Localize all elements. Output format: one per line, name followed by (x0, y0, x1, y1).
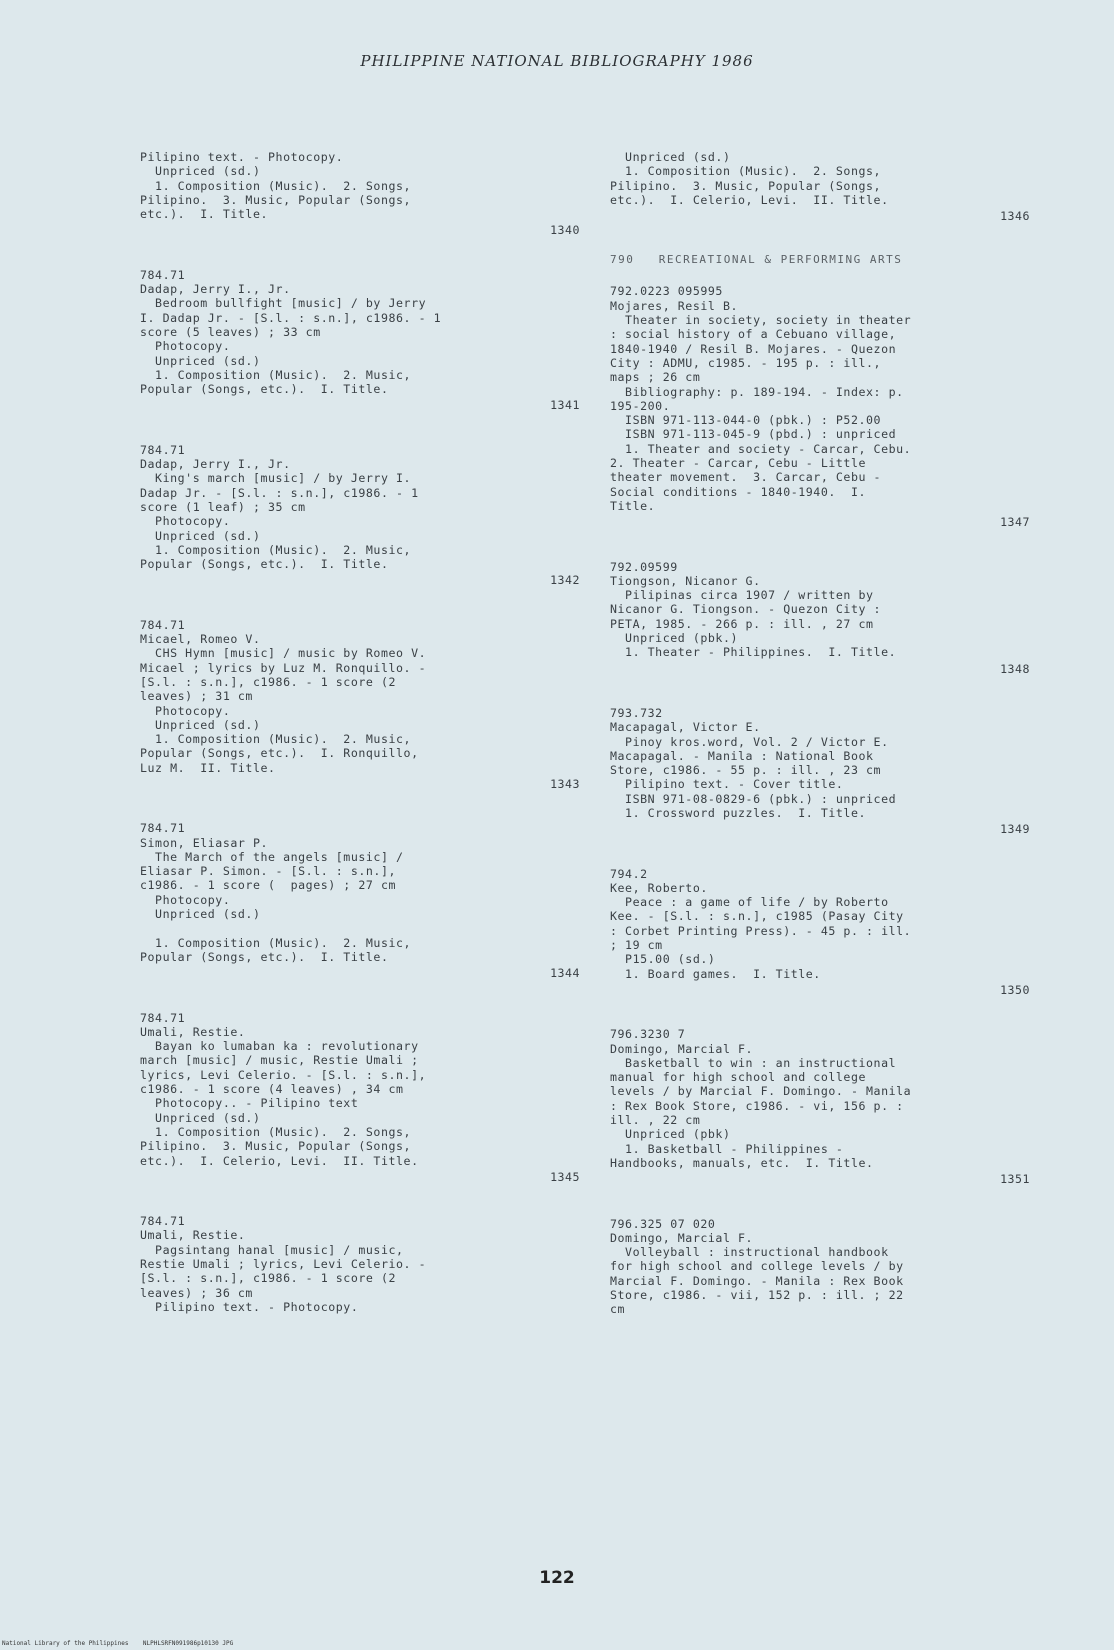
entry-line: 1. Composition (Music). 2. Music, (140, 367, 412, 382)
entry-line: : Rex Book Store, c1986. - vi, 156 p. : (610, 1098, 904, 1113)
entry-line: King's march [music] / by Jerry I. (140, 471, 412, 486)
entry-line: 793.732 (610, 705, 663, 720)
entry-line: Mojares, Resil B. (610, 298, 739, 313)
entry-line: etc.). I. Celerio, Levi. II. Title. (610, 192, 889, 207)
catalog-entry (140, 150, 580, 238)
entry-line: 792.09599 (610, 559, 678, 574)
catalog-entry (610, 706, 1030, 837)
entry-line: : social history of a Cebuano village, (610, 327, 897, 342)
entry-line: Restie Umali ; lyrics, Levi Celerio. - (140, 1257, 427, 1271)
entry-line: ISBN 971-08-0829-6 (pbk.) : unpriced (610, 791, 897, 806)
entry-line: 784.71 (140, 267, 186, 282)
entry-line: Kee, Roberto. (610, 880, 708, 895)
entry-line: Macapagal, Victor E. (610, 720, 761, 735)
entry-line: [S.l. : s.n.], c1986. - 1 score (2 (140, 1271, 397, 1286)
entry-line: Title. (610, 498, 656, 513)
entry-line: The March of the angels [music] / (140, 849, 404, 864)
entry-line: CHS Hymn [music] / music by Romeo V. (140, 646, 427, 661)
entry-line: 796.325 07 020 (610, 1216, 716, 1231)
entry-line: Domingo, Marcial F. (610, 1041, 754, 1056)
entry-line: Popular (Songs, etc.). I. Title. (140, 382, 389, 397)
entry-line: march [music] / music, Restie Umali ; (140, 1053, 419, 1068)
entry-line: 784.71 (140, 617, 186, 632)
entry-line: 1840-1940 / Resil B. Mojares. - Quezon (610, 341, 897, 356)
entry-line: 195-200. (610, 398, 671, 413)
entry-line (140, 921, 580, 935)
entry-line: Basketball to win : an instructional (610, 1055, 897, 1070)
catalog-entry (610, 560, 1030, 676)
catalog-entry (140, 443, 580, 588)
catalog-entry (140, 821, 580, 980)
entry-line: City : ADMU, c1985. - 195 p. : ill., (610, 355, 882, 370)
entry-line: Pilipino. 3. Music, Popular (Songs, (610, 178, 882, 193)
entry-number: 1350 (1000, 982, 1030, 997)
catalog-entry (140, 268, 580, 413)
entry-line: 1. Theater - Philippines. I. Title. (610, 645, 897, 660)
entry-line: Photocopy.. - Pilipino text (140, 1096, 359, 1111)
entry-line: c1986. - 1 score (4 leaves) , 34 cm (140, 1082, 404, 1097)
entry-line: Pilipino text. - Photocopy. (140, 150, 344, 164)
entry-line: theater movement. 3. Carcar, Cebu - (610, 470, 882, 485)
entry-line: Unpriced (sd.) (140, 528, 261, 543)
section-heading: 790 RECREATIONAL & PERFORMING ARTS (610, 253, 903, 267)
entry-line: Unpriced (sd.) (140, 164, 261, 179)
entry-line: 1. Composition (Music). 2. Songs, (140, 178, 412, 193)
entry-line: Tiongson, Nicanor G. (610, 573, 761, 588)
right-column (610, 150, 1030, 1347)
catalog-entry (610, 867, 1030, 998)
entry-line: Unpriced (sd.) (140, 353, 261, 368)
entry-line: PETA, 1985. - 266 p. : ill. , 27 cm (610, 616, 874, 631)
catalog-entry (140, 1214, 580, 1314)
catalog-entry (610, 284, 1030, 529)
entry-line: ISBN 971-113-044-0 (pbk.) : P52.00 (610, 413, 882, 428)
entry-line: Pinoy kros.word, Vol. 2 / Victor E. (610, 734, 889, 749)
entry-line: Macapagal. - Manila : National Book (610, 748, 874, 763)
entry-number: 1348 (1000, 661, 1030, 676)
entry-line: Marcial F. Domingo. - Manila : Rex Book (610, 1273, 904, 1288)
entry-line: 1. Crossword puzzles. I. Title. (610, 805, 867, 820)
entry-number: 1345 (550, 1169, 580, 1184)
entry-line: Umali, Restie. (140, 1024, 246, 1039)
entry-line: Luz M. II. Title. (140, 760, 276, 775)
entry-line: Unpriced (sd.) (140, 1110, 261, 1125)
entry-line: P15.00 (sd.) (610, 952, 716, 967)
left-column (140, 150, 580, 1344)
entry-line: I. Dadap Jr. - [S.l. : s.n.], c1986. - 1 (140, 310, 442, 325)
entry-line: Micael ; lyrics by Luz M. Ronquillo. - (140, 660, 427, 675)
entry-number: 1343 (550, 776, 580, 791)
entry-number: 1341 (550, 398, 580, 413)
entry-line: Handbooks, manuals, etc. I. Title. (610, 1155, 874, 1170)
entry-line: Dadap, Jerry I., Jr. (140, 282, 291, 297)
entry-line: ill. , 22 cm (610, 1113, 701, 1128)
entry-line: Dadap, Jerry I., Jr. (140, 457, 291, 472)
entry-number: 1351 (1000, 1172, 1030, 1187)
entry-line: leaves) ; 31 cm (140, 689, 253, 704)
entry-line: Nicanor G. Tiongson. - Quezon City : (610, 602, 882, 617)
entry-line: Store, c1986. - vii, 152 p. : ill. ; 22 (610, 1288, 904, 1302)
entry-line: 1. Composition (Music). 2. Songs, (610, 164, 882, 179)
entry-line: Theater in society, society in theater (610, 313, 912, 328)
entry-line: Kee. - [S.l. : s.n.], c1985 (Pasay City (610, 909, 904, 924)
entry-line: Umali, Restie. (140, 1228, 246, 1243)
entry-line: levels / by Marcial F. Domingo. - Manila (610, 1084, 912, 1099)
entry-number: 1349 (1000, 822, 1030, 837)
entry-line: cm (610, 1302, 626, 1317)
catalog-entry (610, 1027, 1030, 1186)
catalog-entry (140, 1011, 580, 1185)
entry-number: 1344 (550, 966, 580, 981)
footer-credit: National Library of the Philippines NLPHLSRFN091986p10130 JPG (2, 1640, 234, 1647)
entry-line: [S.l. : s.n.], c1986. - 1 score (2 (140, 674, 397, 689)
entry-line: Unpriced (pbk.) (610, 631, 739, 646)
entry-line: ; 19 cm (610, 938, 663, 953)
entry-number: 1347 (1000, 515, 1030, 530)
right-entries (610, 284, 1030, 1316)
entry-line: 2. Theater - Carcar, Cebu - Little (610, 456, 867, 471)
entry-line: Pilipinas circa 1907 / written by (610, 588, 874, 603)
entry-number: 1340 (550, 223, 580, 238)
page-header-title: PHILIPPINE NATIONAL BIBLIOGRAPHY 1986 (360, 52, 754, 70)
entry-line: Volleyball : instructional handbook (610, 1245, 889, 1260)
entry-line: Photocopy. (140, 892, 231, 907)
entry-line: 784.71 (140, 1214, 186, 1229)
entry-line: score (5 leaves) ; 33 cm (140, 324, 321, 339)
entry-line: Simon, Eliasar P. (140, 835, 269, 850)
entry-line: 796.3230 7 (610, 1027, 686, 1042)
entry-line: 1. Theater and society - Carcar, Cebu. (610, 441, 912, 456)
entry-line: leaves) ; 36 cm (140, 1285, 253, 1300)
entry-line: Pilipino text. - Cover title. (610, 777, 844, 792)
entry-line: Bedroom bullfight [music] / by Jerry (140, 296, 427, 311)
entry-line: Bibliography: p. 189-194. - Index: p. (610, 384, 904, 399)
entry-line: Micael, Romeo V. (140, 632, 261, 647)
entry-line: manual for high school and college (610, 1070, 867, 1085)
entry-line: Bayan ko lumaban ka : revolutionary (140, 1039, 419, 1054)
entry-number: 1346 (1000, 209, 1030, 224)
entry-line: Pilipino text. - Photocopy. (140, 1299, 359, 1314)
page-number: 122 (539, 1568, 575, 1588)
entry-line: Pagsintang hanal [music] / music, (140, 1242, 404, 1257)
entry-line: Peace : a game of life / by Roberto (610, 895, 889, 910)
entry-line: 794.2 (610, 866, 648, 881)
catalog-entry (140, 618, 580, 792)
entry-line: Pilipino. 3. Music, Popular (Songs, (140, 192, 412, 207)
entry-line: lyrics, Levi Celerio. - [S.l. : s.n.], (140, 1067, 427, 1082)
entry-line: Store, c1986. - 55 p. : ill. , 23 cm (610, 763, 882, 778)
entry-line: 792.0223 095995 (610, 284, 723, 299)
entry-line: 784.71 (140, 442, 186, 457)
entry-line: ISBN 971-113-045-9 (pbd.) : unpriced (610, 427, 897, 442)
entry-line: Social conditions - 1840-1940. I. (610, 484, 867, 499)
entry-line: for high school and college levels / by (610, 1259, 904, 1274)
entry-line: Popular (Songs, etc.). I. Title. (140, 557, 389, 572)
entry-line: Dadap Jr. - [S.l. : s.n.], c1986. - 1 (140, 485, 419, 500)
entry-line: Unpriced (sd.) (140, 907, 261, 922)
entry-line: Popular (Songs, etc.). I. Ronquillo, (140, 746, 419, 761)
entry-line: score (1 leaf) ; 35 cm (140, 499, 306, 514)
entry-line: etc.). I. Celerio, Levi. II. Title. (140, 1153, 419, 1168)
entry-line: Eliasar P. Simon. - [S.l. : s.n.], (140, 864, 397, 879)
entry-line: Photocopy. (140, 514, 231, 529)
entry-line: Unpriced (sd.) (610, 150, 731, 164)
catalog-entry-continued (610, 150, 1030, 223)
entry-line: : Corbet Printing Press). - 45 p. : ill. (610, 923, 912, 938)
entry-line: etc.). I. Title. (140, 207, 269, 222)
entry-line: Popular (Songs, etc.). I. Title. (140, 949, 389, 964)
entry-line: Photocopy. (140, 703, 231, 718)
entry-line: maps ; 26 cm (610, 370, 701, 385)
entry-line: Unpriced (pbk) (610, 1127, 731, 1142)
entry-number: 1342 (550, 573, 580, 588)
entry-line: 1. Composition (Music). 2. Music, (140, 542, 412, 557)
entry-line: Pilipino. 3. Music, Popular (Songs, (140, 1139, 412, 1154)
entry-line: 1. Composition (Music). 2. Songs, (140, 1124, 412, 1139)
entry-line: 784.71 (140, 1010, 186, 1025)
entry-line: 1. Composition (Music). 2. Music, (140, 732, 412, 747)
entry-line: 1. Board games. I. Title. (610, 966, 821, 981)
entry-line: 784.71 (140, 821, 186, 836)
catalog-entry (610, 1217, 1030, 1317)
entry-line: 1. Basketball - Philippines - (610, 1141, 844, 1156)
entry-line: Domingo, Marcial F. (610, 1230, 754, 1245)
entry-line: c1986. - 1 score ( pages) ; 27 cm (140, 878, 397, 893)
entry-line: Photocopy. (140, 339, 231, 354)
entry-line: Unpriced (sd.) (140, 717, 261, 732)
entry-line: 1. Composition (Music). 2. Music, (140, 935, 412, 950)
